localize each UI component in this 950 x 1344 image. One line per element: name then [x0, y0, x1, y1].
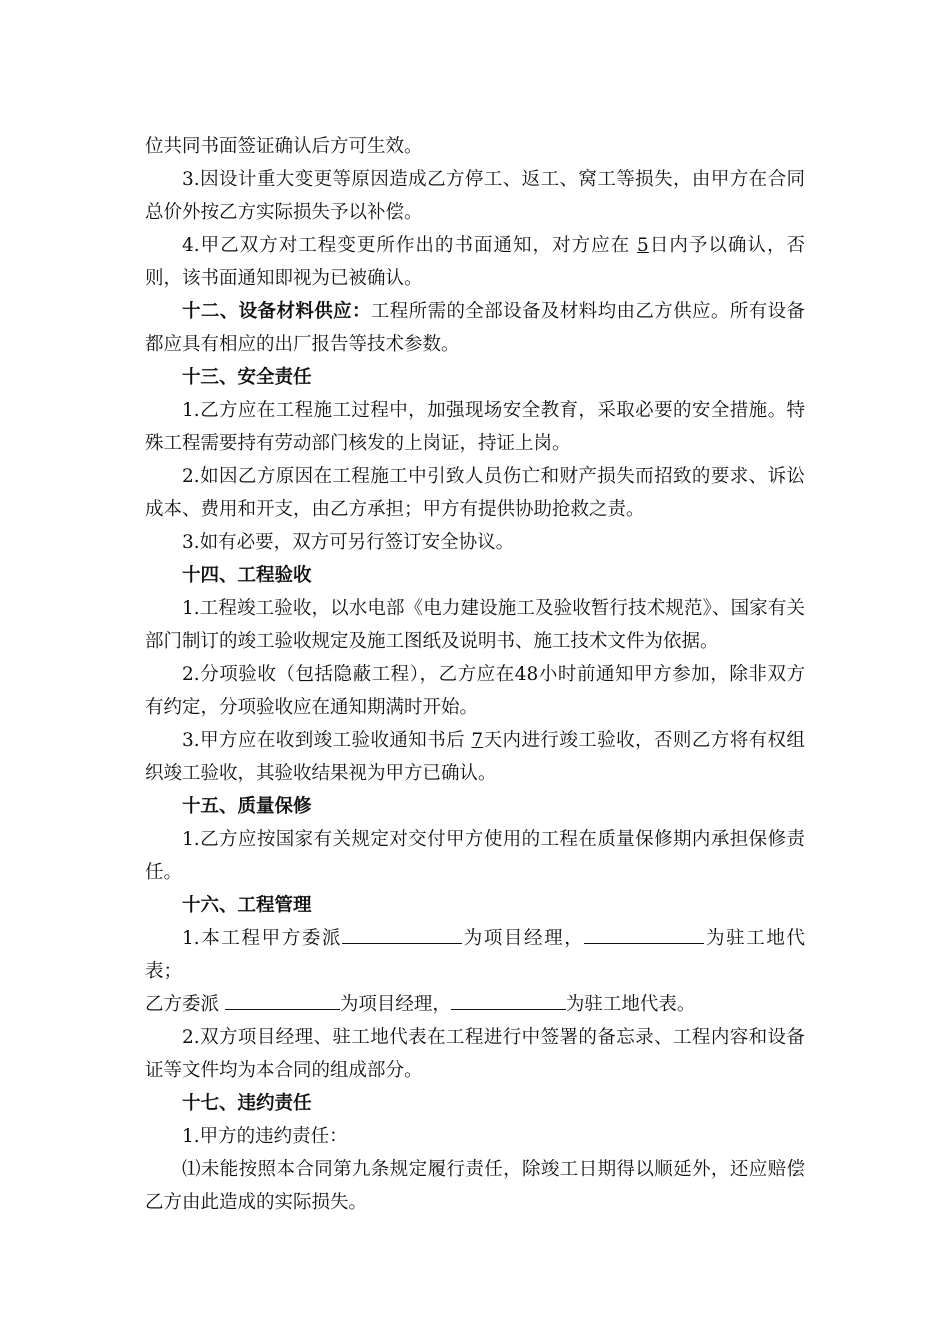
- section-16-heading: 十六、工程管理: [182, 895, 312, 916]
- clause-16-1b-text-a: 乙方委派: [145, 994, 225, 1015]
- section-12: [145, 295, 805, 361]
- section-14-heading: 十四、工程验收: [182, 565, 312, 586]
- clause-16-1b-text-c: 为驻工地代表。: [565, 994, 696, 1015]
- clause-16-1-party-b: [145, 988, 805, 1021]
- clause-11-4-text-b: 日内予以确认，否则，该书面通知即视为已被确认。: [145, 235, 805, 289]
- clause-14-3-text-a: 3.甲方应在收到竣工验收通知书后: [182, 730, 472, 751]
- party-a-site-rep-blank[interactable]: [584, 924, 704, 944]
- clause-16-1: [145, 922, 805, 988]
- clause-16-1-text-b: 为项目经理，: [462, 928, 585, 949]
- clause-11-3: 3.因设计重大变更等原因造成乙方停工、返工、窝工等损失，由甲方在合同总价外按乙方实际损失予以补偿。: [145, 169, 805, 223]
- section-15-heading: 十五、质量保修: [182, 796, 312, 817]
- clause-17-1: 1.甲方的违约责任：: [182, 1126, 348, 1147]
- clause-16-2: 2.双方项目经理、驻工地代表在工程进行中签署的备忘录、工程内容和设备证等文件均为本合同的组成部分。: [145, 1027, 805, 1081]
- section-13-heading: 十三、安全责任: [182, 367, 312, 388]
- clause-11-4-days: 5: [637, 235, 649, 256]
- clause-16-1-text-c: 为驻工地代表；: [145, 928, 805, 982]
- party-b-manager-blank[interactable]: [225, 990, 340, 1010]
- clause-14-3-text-b: 天内进行竣工验收，否则乙方将有权组织竣工验收，其验收结果视为甲方已确认。: [145, 730, 805, 784]
- clause-14-3: [145, 724, 805, 790]
- clause-11-4: [145, 229, 805, 295]
- clause-15-1: 1.乙方应按国家有关规定对交付甲方使用的工程在质量保修期内承担保修责任。: [145, 829, 805, 883]
- clause-13-2: 2.如因乙方原因在工程施工中引致人员伤亡和财产损失而招致的要求、诉讼成本、费用和开支，由乙方承担；甲方有提供协助抢救之责。: [145, 466, 805, 520]
- party-b-site-rep-blank[interactable]: [451, 990, 566, 1010]
- section-12-text: 工程所需的全部设备及材料均由乙方供应。所有设备都应具有相应的出厂报告等技术参数。: [145, 301, 805, 355]
- clause-13-1: 1.乙方应在工程施工过程中，加强现场安全教育，采取必要的安全措施。特殊工程需要持有劳动部门核发的上岗证，持证上岗。: [145, 400, 805, 454]
- party-a-manager-blank[interactable]: [342, 924, 462, 944]
- document-body: [145, 130, 805, 1219]
- clause-13-3: 3.如有必要，双方可另行签订安全协议。: [182, 532, 515, 553]
- section-12-heading: 十二、设备材料供应：: [182, 301, 371, 322]
- clause-16-1-text-a: 1.本工程甲方委派: [182, 928, 343, 949]
- section-17-heading: 十七、违约责任: [182, 1093, 312, 1114]
- clause-17-1-1: ⑴未能按照本合同第九条规定履行责任，除竣工日期得以顺延外，还应赔偿乙方由此造成的实际损失。: [145, 1159, 805, 1213]
- clause-14-3-days: 7: [471, 730, 484, 751]
- clause-16-1b-text-b: 为项目经理，: [339, 994, 451, 1015]
- clause-11-4-text-a: 4.甲乙双方对工程变更所作出的书面通知，对方应在: [182, 235, 638, 256]
- clause-14-1: 1.工程竣工验收，以水电部《电力建设施工及验收暂行技术规范》、国家有关部门制订的竣工验收规定及施工图纸及说明书、施工技术文件为依据。: [145, 598, 805, 652]
- clause-14-2: 2.分项验收（包括隐蔽工程），乙方应在48小时前通知甲方参加，除非双方有约定，分项验收应在通知期满时开始。: [145, 664, 805, 718]
- paragraph-continuation: 位共同书面签证确认后方可生效。: [145, 136, 423, 157]
